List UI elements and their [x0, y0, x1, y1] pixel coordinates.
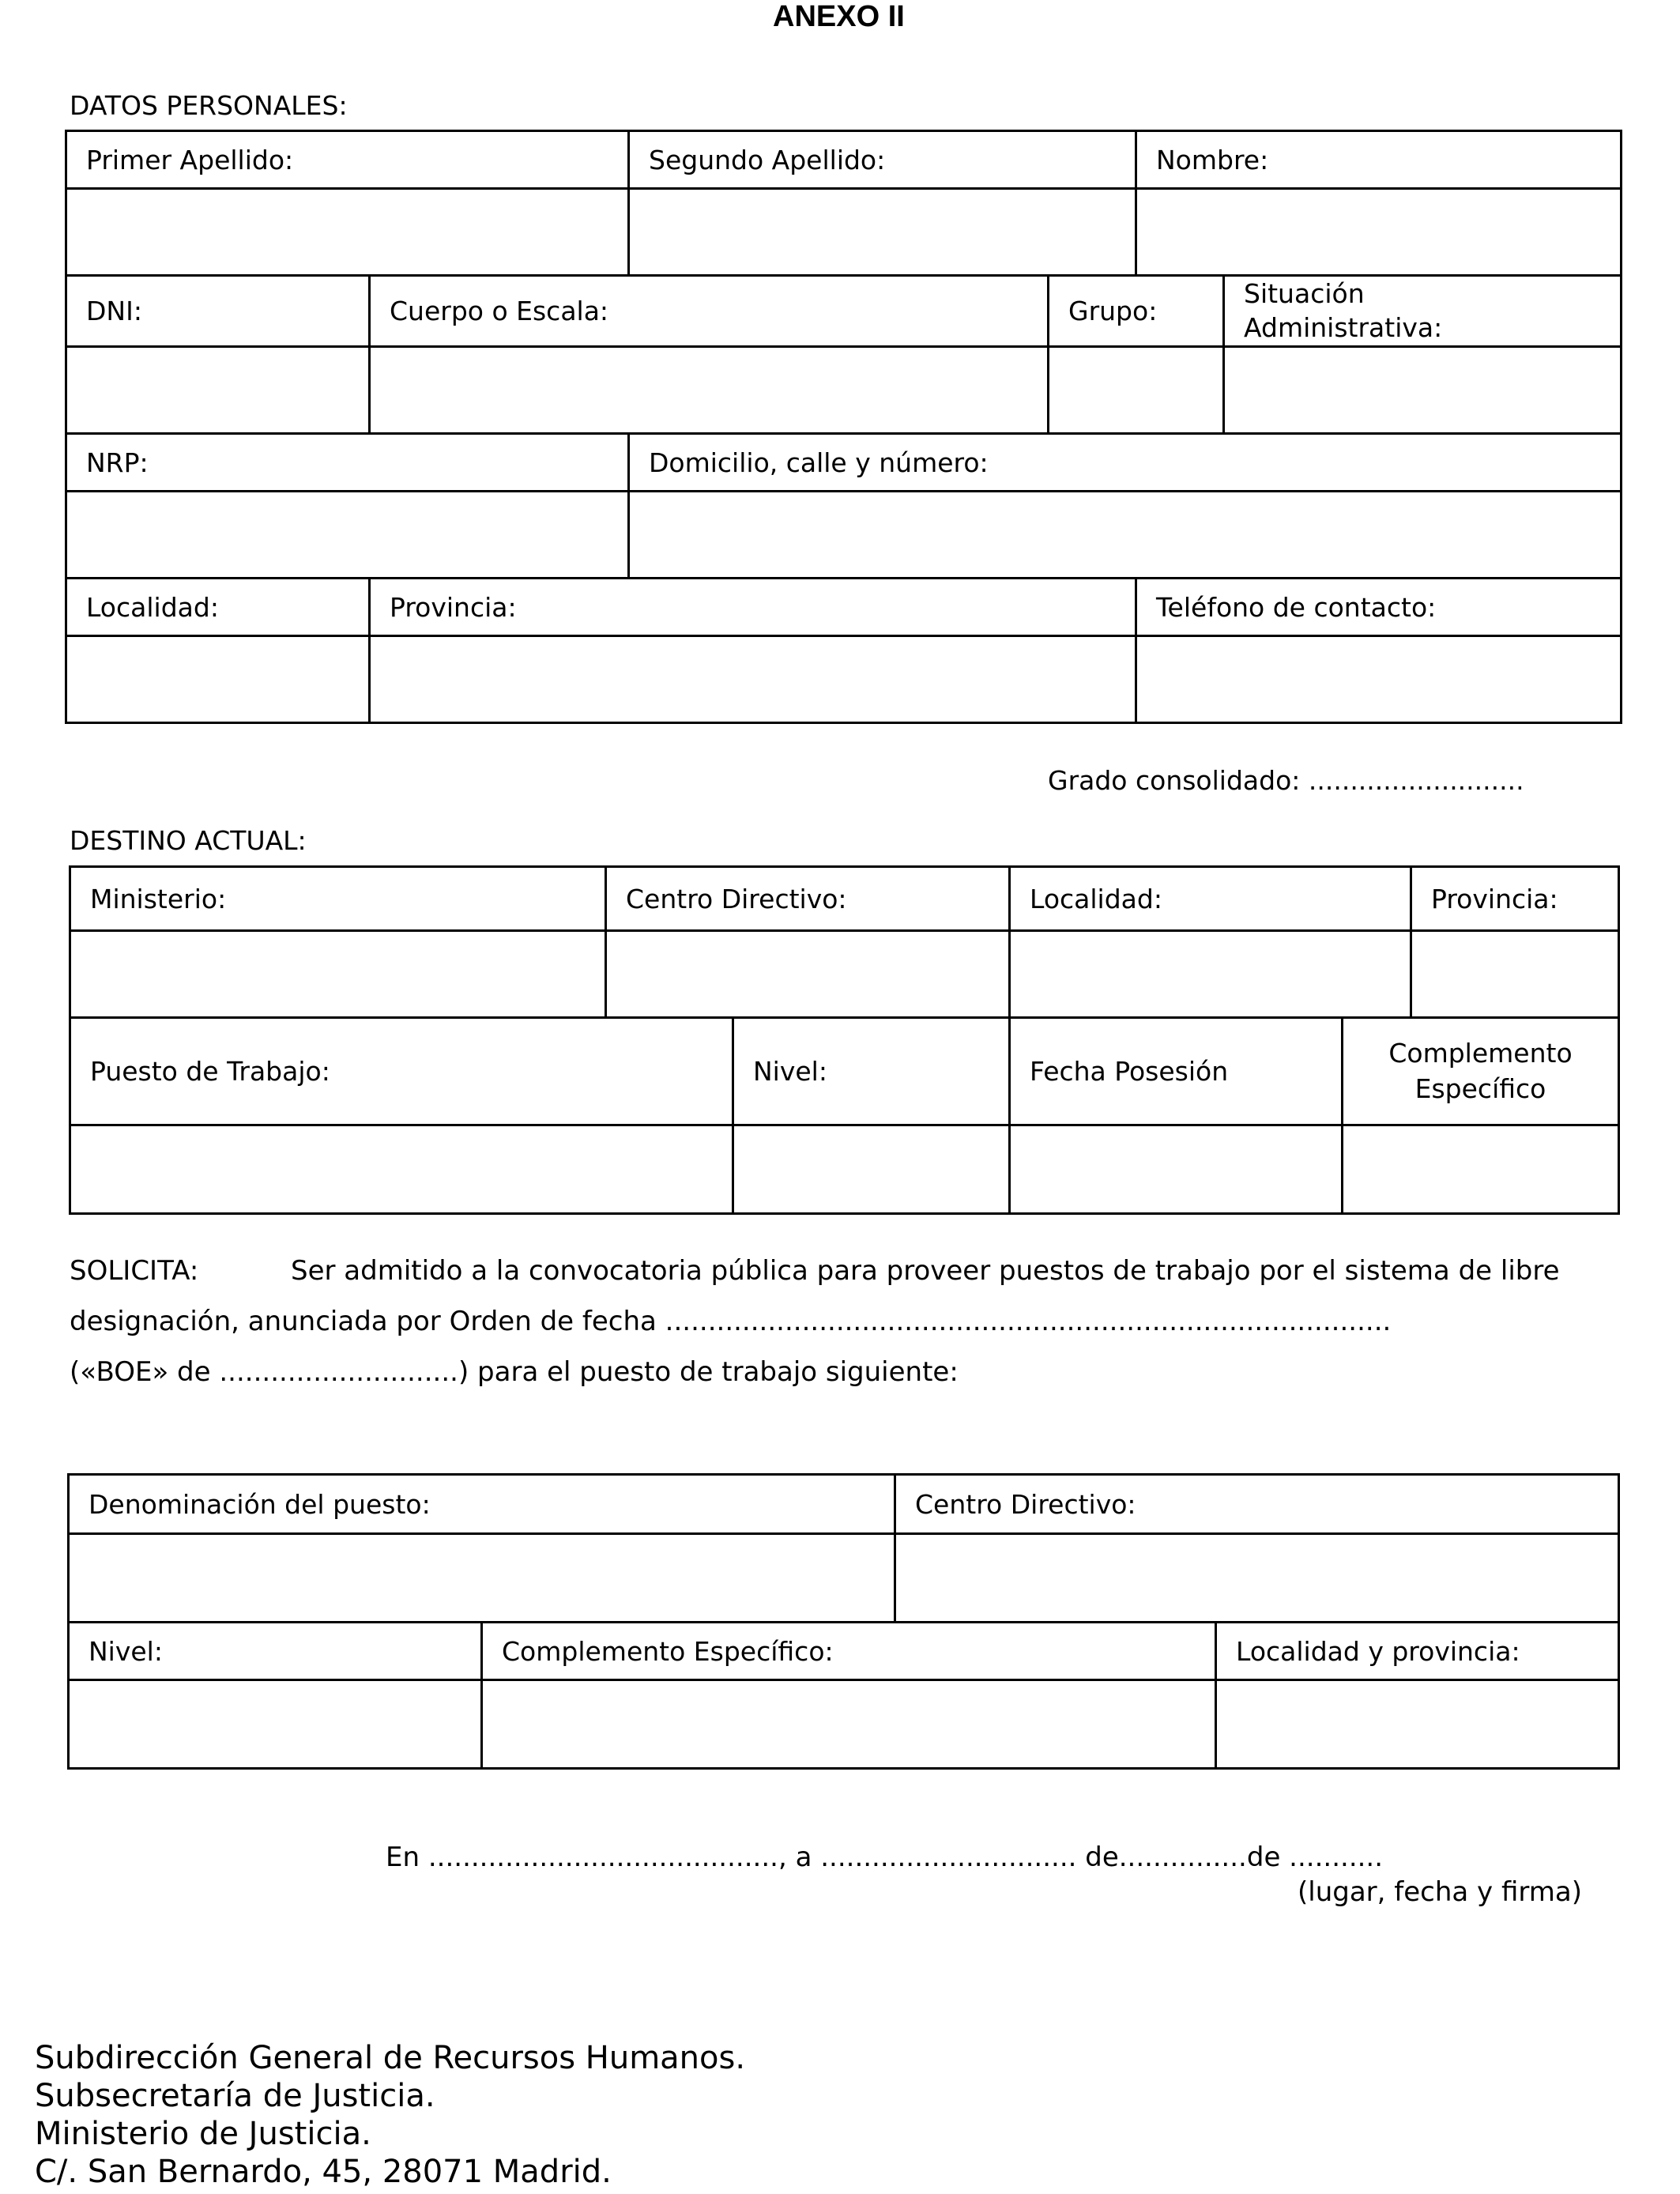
ministerio-label: Ministerio: [70, 867, 606, 931]
situacion-administrativa-field[interactable] [1224, 347, 1622, 434]
solicita-label: SOLICITA: [70, 1255, 199, 1287]
primer-apellido-field[interactable] [66, 189, 629, 276]
provincia-actual-field[interactable] [1411, 931, 1619, 1018]
centro-directivo-label: Centro Directivo: [606, 867, 1010, 931]
domicilio-label: Domicilio, calle y número: [629, 434, 1622, 492]
solicita-line1: Ser admitido a la convocatoria pública para proveer puestos de trabajo por el sistema de libre [291, 1255, 1560, 1287]
firma-line: En ........................................., a .............................. de...............de ........... [386, 1842, 1384, 1873]
page-title: ANEXO II [773, 0, 905, 33]
localidad-actual-label: Localidad: [1010, 867, 1411, 931]
nrp-label: NRP: [66, 434, 629, 492]
grupo-field[interactable] [1049, 347, 1224, 434]
telefono-label: Teléfono de contacto: [1136, 579, 1622, 636]
footer-line-4: C/. San Bernardo, 45, 28071 Madrid. [35, 2154, 612, 2190]
puesto-solicitado-table [67, 1473, 1620, 1770]
solicita-line2: designación, anunciada por Orden de fecha ..................................................................................... [70, 1306, 1392, 1337]
puesto-trabajo-field[interactable] [70, 1125, 733, 1214]
denominacion-puesto-field[interactable] [69, 1534, 895, 1623]
primer-apellido-label: Primer Apellido: [66, 131, 629, 189]
ministerio-field[interactable] [70, 931, 606, 1018]
fecha-posesion-label: Fecha Posesión [1010, 1018, 1343, 1125]
localidad-provincia-field[interactable] [1216, 1680, 1619, 1769]
provincia-label: Provincia: [370, 579, 1136, 636]
nombre-label: Nombre: [1136, 131, 1622, 189]
puesto-trabajo-label: Puesto de Trabajo: [70, 1018, 733, 1125]
firma-note: (lugar, fecha y firma) [1298, 1876, 1582, 1908]
datos-personales-table [65, 130, 1622, 724]
nivel-solicitado-field[interactable] [69, 1680, 482, 1769]
datos-personales-heading: DATOS PERSONALES: [70, 90, 348, 121]
situacion-administrativa-label [1224, 276, 1622, 347]
complemento-line2: Específico [1414, 1072, 1546, 1104]
provincia-actual-label: Provincia: [1411, 867, 1619, 931]
footer-line-3: Ministerio de Justicia. [35, 2116, 371, 2152]
cuerpo-escala-field[interactable] [370, 347, 1049, 434]
provincia-field[interactable] [370, 636, 1136, 723]
segundo-apellido-label: Segundo Apellido: [629, 131, 1136, 189]
nrp-field[interactable] [66, 492, 629, 579]
footer-address [35, 2039, 745, 2191]
fecha-posesion-field[interactable] [1010, 1125, 1343, 1214]
destino-actual-heading: DESTINO ACTUAL: [70, 825, 307, 856]
centro-directivo-solicitado-field[interactable] [895, 1534, 1619, 1623]
nivel-solicitado-label: Nivel: [69, 1623, 482, 1680]
complemento-especifico-field[interactable] [1343, 1125, 1619, 1214]
nombre-field[interactable] [1136, 189, 1622, 276]
localidad-actual-field[interactable] [1010, 931, 1411, 1018]
destino-actual-table [69, 865, 1620, 1215]
localidad-label: Localidad: [66, 579, 370, 636]
complemento-solicitado-field[interactable] [482, 1680, 1216, 1769]
complemento-especifico-label [1343, 1018, 1619, 1125]
complemento-line1: Complemento [1388, 1037, 1573, 1069]
footer-line-1: Subdirección General de Recursos Humanos. [35, 2040, 746, 2076]
complemento-solicitado-label: Complemento Específico: [482, 1623, 1216, 1680]
centro-directivo-solicitado-label: Centro Directivo: [895, 1475, 1619, 1534]
situacion-label-line1: Situación [1244, 277, 1365, 309]
localidad-provincia-label: Localidad y provincia: [1216, 1623, 1619, 1680]
solicita-line3: («BOE» de ............................) para el puesto de trabajo siguiente: [70, 1356, 959, 1388]
denominacion-puesto-label: Denominación del puesto: [69, 1475, 895, 1534]
nivel-actual-label: Nivel: [733, 1018, 1010, 1125]
domicilio-field[interactable] [629, 492, 1622, 579]
situacion-label-line2: Administrativa: [1244, 311, 1443, 343]
grado-consolidado: Grado consolidado: .......................... [1048, 765, 1524, 796]
telefono-field[interactable] [1136, 636, 1622, 723]
localidad-field[interactable] [66, 636, 370, 723]
segundo-apellido-field[interactable] [629, 189, 1136, 276]
cuerpo-escala-label: Cuerpo o Escala: [370, 276, 1049, 347]
dni-label: DNI: [66, 276, 370, 347]
footer-line-2: Subsecretaría de Justicia. [35, 2078, 435, 2114]
nivel-actual-field[interactable] [733, 1125, 1010, 1214]
centro-directivo-field[interactable] [606, 931, 1010, 1018]
dni-field[interactable] [66, 347, 370, 434]
grupo-label: Grupo: [1049, 276, 1224, 347]
